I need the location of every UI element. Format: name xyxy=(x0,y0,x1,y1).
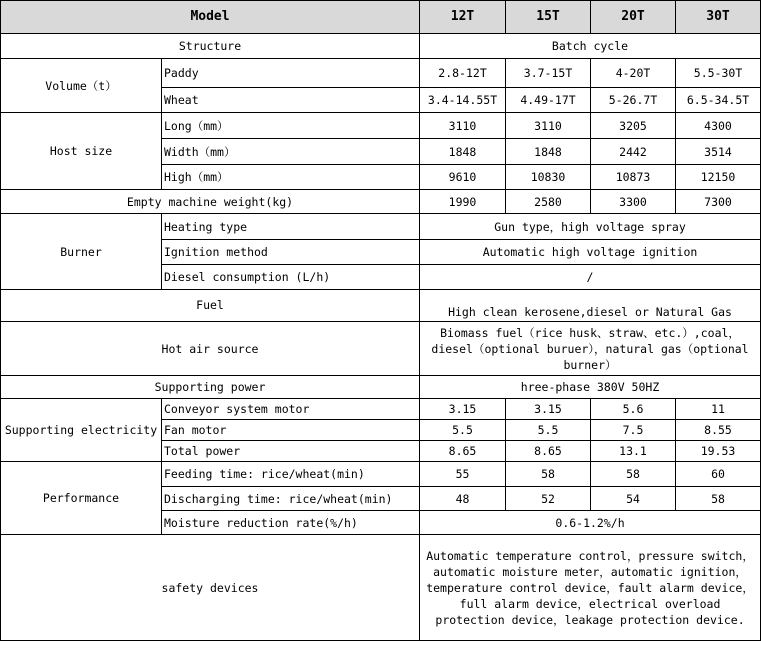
high-15t: 10830 xyxy=(506,165,591,190)
volume-label: Volume（t） xyxy=(1,59,162,113)
hot-air-value: Biomass fuel（rice husk、straw、etc.）,coal，diesel（optional buruer），natural gas（optional burner） xyxy=(420,322,761,376)
burner-heating-row xyxy=(1,214,761,240)
fan-20t: 7.5 xyxy=(591,420,676,441)
moisture-label: Moisture reduction rate(%/h) xyxy=(162,511,420,535)
wheat-30t: 6.5-34.5T xyxy=(676,88,761,113)
weight-30t: 7300 xyxy=(676,190,761,214)
conveyor-label: Conveyor system motor xyxy=(162,399,420,420)
structure-row xyxy=(1,34,761,59)
conveyor-30t: 11 xyxy=(676,399,761,420)
fuel-row xyxy=(1,290,761,322)
diesel-label: Diesel consumption (L/h) xyxy=(162,265,420,290)
safety-value: Automatic temperature control，pressure switch，automatic moisture meter，automatic ignition，temperature control device，fault alarm device，full alarm device，electrical overload protection device，leakage protection device. xyxy=(420,535,761,641)
conveyor-row xyxy=(1,399,761,420)
hot-air-label: Hot air source xyxy=(1,322,420,376)
total-30t: 19.53 xyxy=(676,441,761,462)
weight-15t: 2580 xyxy=(506,190,591,214)
ignition-value: Automatic high voltage ignition xyxy=(420,240,761,265)
paddy-15t: 3.7-15T xyxy=(506,59,591,88)
model-20t: 20T xyxy=(591,1,676,34)
total-power-label: Total power xyxy=(162,441,420,462)
discharging-20t: 54 xyxy=(591,487,676,511)
width-30t: 3514 xyxy=(676,139,761,165)
discharging-30t: 58 xyxy=(676,487,761,511)
diesel-value: / xyxy=(420,265,761,290)
wheat-label: Wheat xyxy=(162,88,420,113)
supporting-power-value: hree-phase 380V 50HZ xyxy=(420,376,761,399)
model-30t: 30T xyxy=(676,1,761,34)
feeding-label: Feeding time: rice/wheat(min) xyxy=(162,462,420,487)
host-size-label: Host size xyxy=(1,113,162,190)
discharging-label: Discharging time: rice/wheat(min) xyxy=(162,487,420,511)
burner-label: Burner xyxy=(1,214,162,290)
fan-12t: 5.5 xyxy=(420,420,506,441)
width-20t: 2442 xyxy=(591,139,676,165)
long-12t: 3110 xyxy=(420,113,506,139)
paddy-20t: 4-20T xyxy=(591,59,676,88)
hot-air-row xyxy=(1,322,761,376)
long-label: Long（mm） xyxy=(162,113,420,139)
conveyor-12t: 3.15 xyxy=(420,399,506,420)
wheat-15t: 4.49-17T xyxy=(506,88,591,113)
feeding-30t: 60 xyxy=(676,462,761,487)
heating-type-label: Heating type xyxy=(162,214,420,240)
wheat-20t: 5-26.7T xyxy=(591,88,676,113)
empty-weight-row xyxy=(1,190,761,214)
long-20t: 3205 xyxy=(591,113,676,139)
high-20t: 10873 xyxy=(591,165,676,190)
fan-30t: 8.55 xyxy=(676,420,761,441)
empty-weight-label: Empty machine weight(kg) xyxy=(1,190,420,214)
total-20t: 13.1 xyxy=(591,441,676,462)
model-12t: 12T xyxy=(420,1,506,34)
structure-value: Batch cycle xyxy=(420,34,761,59)
feeding-row xyxy=(1,462,761,487)
width-label: Width（mm） xyxy=(162,139,420,165)
total-15t: 8.65 xyxy=(506,441,591,462)
supporting-power-label: Supporting power xyxy=(1,376,420,399)
long-15t: 3110 xyxy=(506,113,591,139)
conveyor-20t: 5.6 xyxy=(591,399,676,420)
paddy-label: Paddy xyxy=(162,59,420,88)
fuel-value: High clean kerosene,diesel or Natural Gas xyxy=(420,290,761,322)
high-12t: 9610 xyxy=(420,165,506,190)
performance-label: Performance xyxy=(1,462,162,535)
paddy-12t: 2.8-12T xyxy=(420,59,506,88)
feeding-20t: 58 xyxy=(591,462,676,487)
model-header: Model xyxy=(1,1,420,34)
weight-20t: 3300 xyxy=(591,190,676,214)
supporting-electricity-label: Supporting electricity xyxy=(1,399,162,462)
model-15t: 15T xyxy=(506,1,591,34)
discharging-15t: 52 xyxy=(506,487,591,511)
total-12t: 8.65 xyxy=(420,441,506,462)
feeding-15t: 58 xyxy=(506,462,591,487)
supporting-power-row xyxy=(1,376,761,399)
width-12t: 1848 xyxy=(420,139,506,165)
ignition-label: Ignition method xyxy=(162,240,420,265)
discharging-12t: 48 xyxy=(420,487,506,511)
weight-12t: 1990 xyxy=(420,190,506,214)
safety-label: safety devices xyxy=(1,535,420,641)
moisture-value: 0.6-1.2%/h xyxy=(420,511,761,535)
volume-paddy-row xyxy=(1,59,761,88)
safety-row xyxy=(1,535,761,641)
conveyor-15t: 3.15 xyxy=(506,399,591,420)
wheat-12t: 3.4-14.55T xyxy=(420,88,506,113)
fuel-label: Fuel xyxy=(1,290,420,322)
heating-type-value: Gun type，high voltage spray xyxy=(420,214,761,240)
header-row xyxy=(1,1,761,34)
high-label: High（mm） xyxy=(162,165,420,190)
fan-label: Fan motor xyxy=(162,420,420,441)
width-15t: 1848 xyxy=(506,139,591,165)
structure-label: Structure xyxy=(1,34,420,59)
long-30t: 4300 xyxy=(676,113,761,139)
feeding-12t: 55 xyxy=(420,462,506,487)
fan-15t: 5.5 xyxy=(506,420,591,441)
host-long-row xyxy=(1,113,761,139)
paddy-30t: 5.5-30T xyxy=(676,59,761,88)
high-30t: 12150 xyxy=(676,165,761,190)
